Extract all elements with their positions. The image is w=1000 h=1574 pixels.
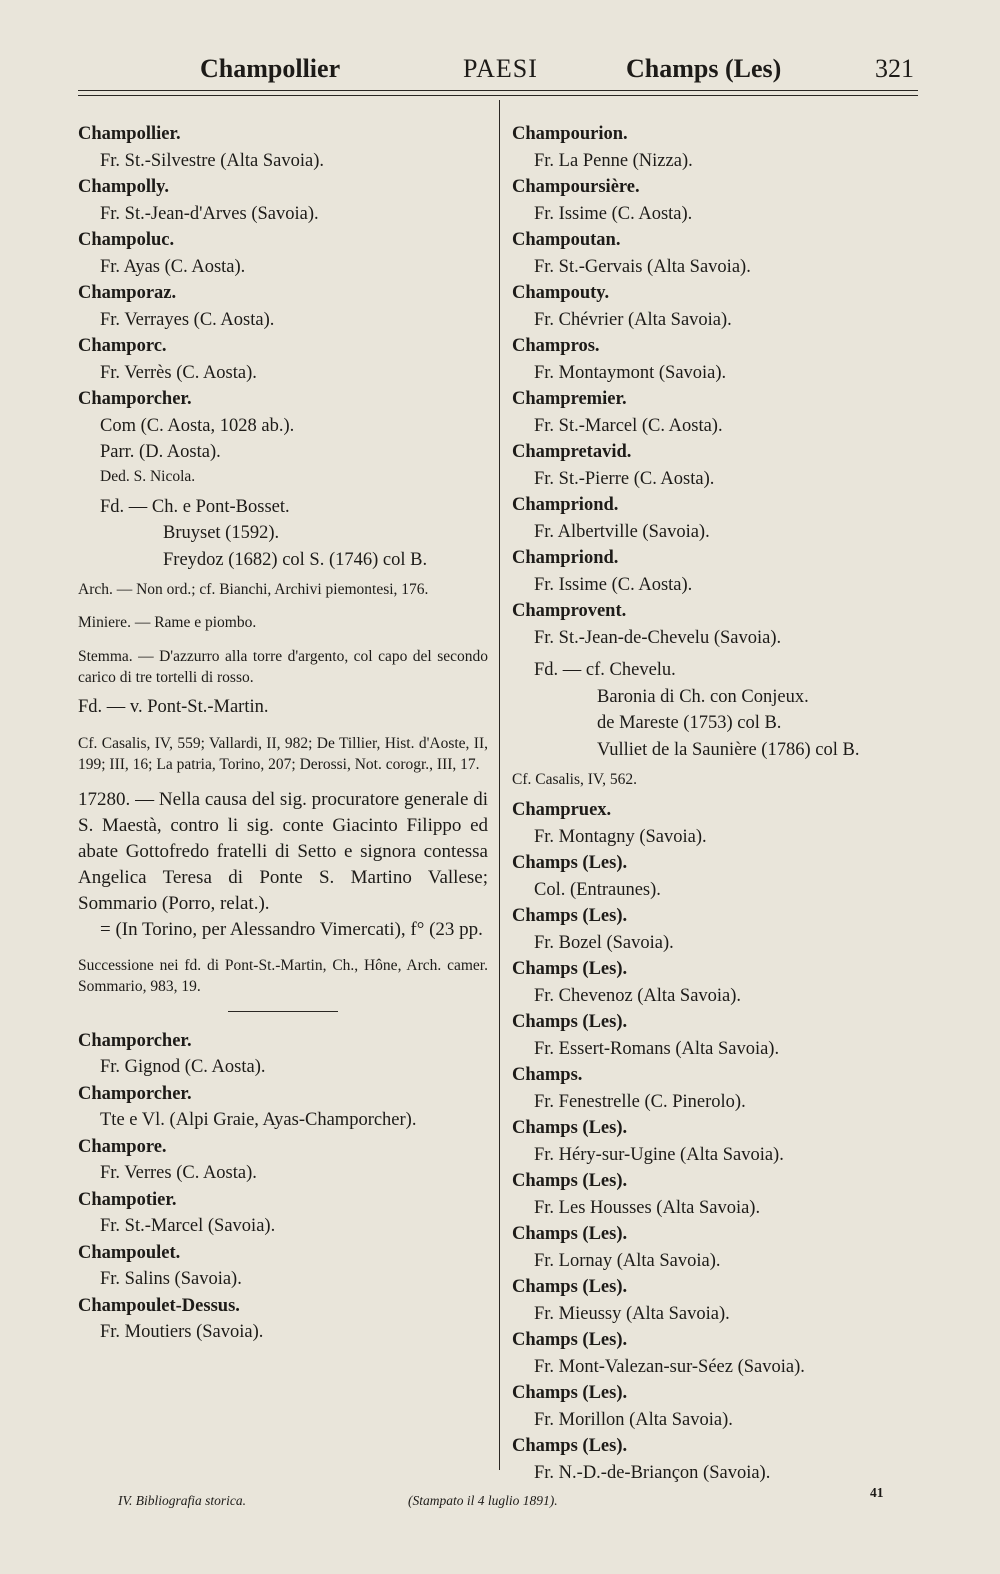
entry-line: Fr. La Penne (Nizza). [534,150,693,171]
entry [512,797,922,850]
fief-line: Baronia di Ch. con Conjeux. [597,686,809,707]
entry [78,1240,488,1293]
entry-line: Col. (Entraunes). [534,879,661,900]
entry-name: Champoulet-Dessus. [78,1295,240,1316]
entry-name: Champoulet. [78,1242,181,1263]
header-rule-top [78,90,918,91]
entry-name: Champretavid. [512,442,632,462]
fief-line: de Mareste (1753) col B. [597,713,782,733]
entry [78,121,488,174]
entry-name: Champs (Les). [512,1436,628,1456]
entry [512,956,922,1009]
entry-line: Fr. Albertville (Savoia). [534,521,710,542]
entry-name: Champorcher. [78,389,192,409]
entry-name: Champs (Les). [512,1277,628,1297]
entry-line: Fr. Morillon (Alta Savoia). [534,1409,733,1430]
dedication-line: Ded. S. Nicola. [100,467,196,485]
fief-line: Fd. — Ch. e Pont-Bosset. [100,496,290,517]
entry-line: Fr. N.-D.-de-Briançon (Savoia). [534,1462,771,1483]
entry-name: Champruex. [512,800,612,820]
entry-line: Fr. Les Housses (Alta Savoia). [534,1197,761,1218]
entry [512,280,922,333]
entry-name: Champore. [78,1136,167,1157]
entry-name: Champoutan. [512,230,621,250]
entry [512,1168,922,1221]
entry-name: Champros. [512,336,600,356]
entry-line: Fr. Verrès (C. Aosta). [100,362,257,383]
entry [512,1115,922,1168]
entry-line: Parr. (D. Aosta). [100,442,221,462]
entry-line: Fr. Montagny (Savoia). [534,826,707,847]
entry [512,903,922,956]
mines-note: Miniere. — Rame e piombo. [78,614,257,631]
entry-name: Champriond. [512,548,619,568]
entry-name: Champs (Les). [512,1224,628,1244]
entry-name: Champoursière. [512,177,640,197]
header-section-title: PAESI [463,54,538,83]
entry-name: Champs (Les). [512,906,628,926]
entry-line: Fr. St.-Pierre (C. Aosta). [534,468,715,489]
fief-line: Fd. — cf. Chevelu. [534,660,676,680]
entry [78,1134,488,1187]
entry-champrovent [512,598,922,797]
entry-line: Fr. Verrayes (C. Aosta). [100,309,275,330]
entry-name: Champs (Les). [512,1012,628,1032]
entry-line: Fr. Chevenoz (Alta Savoia). [534,985,742,1006]
entry-name: Champs (Les). [512,1118,628,1138]
bibliography-note: Cf. Casalis, IV, 559; Vallardi, II, 982; De Tillier, Hist. d'Aoste, II, 199; III, 16; La patria, Torino, 207; Derossi, Not. corogr., III, 17. [78,734,488,773]
entry-name: Champorc. [78,336,167,356]
header-rule-bottom [78,95,918,96]
page-number: 321 [875,54,914,83]
entry-name: Champs (Les). [512,1383,628,1403]
entry-name: Champollier. [78,124,181,144]
entry-line: Fr. Moutiers (Savoia). [100,1322,264,1342]
entry [512,386,922,439]
entry [78,1028,488,1081]
entry [78,1293,488,1346]
entry-name: Champoraz. [78,283,177,303]
running-header [78,50,918,90]
entry-line: Com (C. Aosta, 1028 ab.). [100,415,295,436]
fief-line: Freydoz (1682) col S. (1746) col B. [163,549,428,570]
entry-name: Champorcher. [78,1083,192,1104]
entry-name: Champs (Les). [512,959,628,979]
entry-line: Fr. St.-Gervais (Alta Savoia). [534,256,751,277]
entry [512,850,922,903]
entry-name: Champs. [512,1065,583,1085]
bibliographic-record: 17280. — Nella causa del sig. procuratore generale di S. Maestà, contro li sig. conte Giacinto Filippo ed abate Gottofredo fratelli di Setto e signora contessa Angelica Teresa di Ponte S. Martino Vallese; Sommario (Porro, relat.). [78,788,488,914]
entry-name: Champouty. [512,283,610,303]
entry-line: Fr. Fenestrelle (C. Pinerolo). [534,1091,746,1112]
entry-line: Fr. Lornay (Alta Savoia). [534,1250,721,1271]
entry-line: Fr. Montaymont (Savoia). [534,362,727,383]
fief-line: Bruyset (1592). [163,523,280,543]
entry [512,492,922,545]
entry-name: Champs (Les). [512,1171,628,1191]
entry [78,333,488,386]
fief-line: Vulliet de la Saunière (1786) col B. [597,739,860,760]
bibliography-note: Cf. Casalis, IV, 562. [512,771,638,788]
footer-series-title: IV. Bibliografia storica. [118,1493,247,1508]
entry-line: Fr. Issime (C. Aosta). [534,203,693,224]
column-divider [499,100,500,1470]
entry-line: Fr. Verres (C. Aosta). [100,1163,257,1183]
entry [78,280,488,333]
entry [512,1009,922,1062]
entry-line: Fr. Salins (Savoia). [100,1269,242,1289]
archive-note: Arch. — Non ord.; cf. Bianchi, Archivi piemontesi, 176. [78,581,429,598]
entry-name: Champotier. [78,1189,177,1210]
right-column [512,121,922,1486]
entry [512,333,922,386]
entry [512,1062,922,1115]
entry-name: Champoluc. [78,230,175,250]
footer-signature-mark: 41 [870,1485,884,1500]
entry-name: Champolly. [78,177,169,197]
entry [512,439,922,492]
entry-line: Fr. Chévrier (Alta Savoia). [534,309,732,330]
entry-line: Fr. Ayas (C. Aosta). [100,256,246,277]
bibliographic-imprint: = (In Torino, per Alessandro Vimercati), f° (23 pp. [100,918,483,940]
section-separator [228,1011,338,1012]
entry-line: Fr. St.-Marcel (Savoia). [100,1216,276,1236]
entry-name: Champrovent. [512,601,627,621]
entry-line: Tte e Vl. (Alpi Graie, Ayas-Champorcher). [100,1110,417,1130]
entry-name: Champourion. [512,124,628,144]
entry-line: Fr. St.-Jean-de-Chevelu (Savoia). [534,627,782,648]
entry-line: Fr. St.-Silvestre (Alta Savoia). [100,150,325,171]
entry [512,121,922,174]
entry-name: Champriond. [512,495,619,515]
fief-reference: Fd. — v. Pont-St.-Martin. [78,697,269,717]
entry-name: Champremier. [512,389,627,409]
entry [512,1433,922,1486]
entry [512,1327,922,1380]
entry-line: Fr. Gignod (C. Aosta). [100,1057,266,1077]
entry [512,545,922,598]
entry-line: Fr. Mont-Valezan-sur-Séez (Savoia). [534,1356,805,1377]
entry-line: Fr. Essert-Romans (Alta Savoia). [534,1038,780,1059]
entry-line: Fr. Issime (C. Aosta). [534,574,693,595]
entry-name: Champorcher. [78,1030,192,1051]
entry-line: Fr. St.-Jean-d'Arves (Savoia). [100,203,319,224]
header-left-word: Champollier [200,54,341,83]
coat-of-arms-note: Stemma. — D'azzurro alla torre d'argento, col capo del secondo carico di tre tortelli di rosso. [78,648,488,686]
entry [512,174,922,227]
entry-line: Fr. Mieussy (Alta Savoia). [534,1303,730,1324]
entry [512,1380,922,1433]
footer-print-date: (Stampato il 4 luglio 1891). [408,1493,558,1508]
entry [78,1081,488,1134]
entry-name: Champs (Les). [512,853,628,873]
entry-line: Fr. Héry-sur-Ugine (Alta Savoia). [534,1144,784,1165]
entry-line: Fr. St.-Marcel (C. Aosta). [534,415,723,436]
left-column [78,121,488,1346]
entry-line: Fr. Bozel (Savoia). [534,932,674,953]
entry-champorcher-main [78,386,488,1012]
entry [512,1274,922,1327]
entry [512,1221,922,1274]
entry [78,174,488,227]
entry-name: Champs (Les). [512,1330,628,1350]
succession-note: Successione nei fd. di Pont-St.-Martin, Ch., Hône, Arch. camer. Sommario, 983, 19. [78,956,488,995]
entry [78,227,488,280]
entry [78,1187,488,1240]
entry [512,227,922,280]
header-right-word: Champs (Les) [626,54,782,83]
